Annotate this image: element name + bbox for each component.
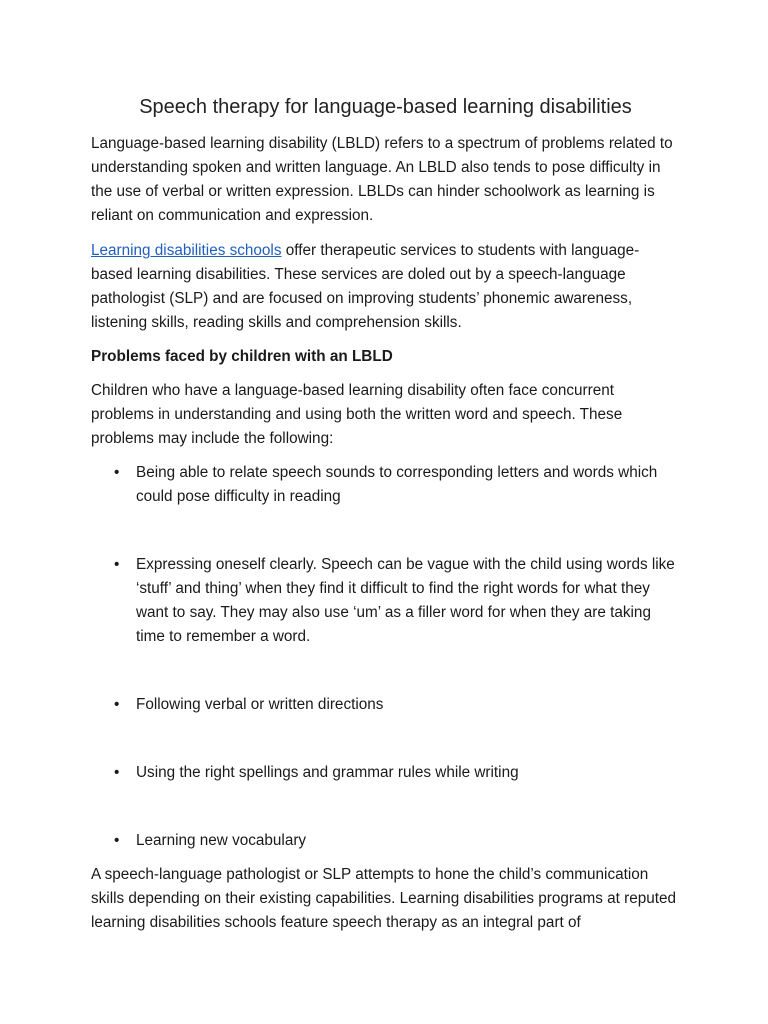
document-title: Speech therapy for language-based learning disabilities [139,96,632,118]
bullet-icon: • [114,764,120,781]
list-item [91,829,680,853]
list-item-text: Using the right spellings and grammar rules while writing [136,764,519,781]
list-item [91,693,680,717]
problems-heading: Problems faced by children with an LBLD [91,348,393,365]
bullet-icon: • [114,464,120,481]
list-item-text: Learning new vocabulary [136,832,307,849]
problems-list [91,461,680,853]
closing-paragraph: A speech-language pathologist or SLP attempts to hone the child’s communication skills depending on their existing capabilities. Learning disabilities programs at reputed learning disabilities schools feature speech therapy as an integral part of [91,866,677,931]
services-text: offer therapeutic services to students with language-based learning disabilities. These services are doled out by a speech-language pathologist (SLP) and are focused on improving students’ phonemic awareness, listening skills, reading skills and comprehension skills. [91,242,640,331]
problems-intro-paragraph: Children who have a language-based learning disability often face concurrent problems in understanding and using both the written word and speech. These problems may include the following: [91,382,623,447]
list-item-text: Expressing oneself clearly. Speech can be vague with the child using words like ‘stuff’ and thing’ when they find it difficult to find the right words for what they want to say. They may also use ‘um’ as a filler word for when they are taking time to remember a word. [136,556,675,645]
list-item [91,553,680,649]
learning-disabilities-schools-link[interactable]: Learning disabilities schools [91,242,282,259]
intro-paragraph: Language-based learning disability (LBLD) refers to a spectrum of problems related to understanding spoken and written language. An LBLD also tends to pose difficulty in the use of verbal or written expression. LBLDs can hinder schoolwork as learning is reliant on communication and expression. [91,135,673,224]
list-item-text: Following verbal or written directions [136,696,384,713]
bullet-icon: • [114,832,120,849]
services-paragraph [91,239,680,335]
bullet-icon: • [114,556,120,573]
list-item-text: Being able to relate speech sounds to corresponding letters and words which could pose difficulty in reading [136,464,658,505]
list-item [91,461,680,509]
list-item [91,761,680,785]
bullet-icon: • [114,696,120,713]
